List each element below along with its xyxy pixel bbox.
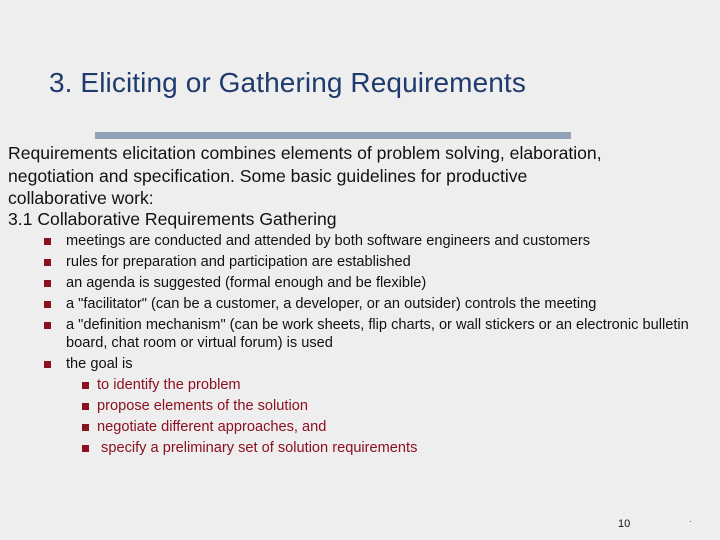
intro-paragraph: [8, 142, 708, 210]
sub-list-item-text: specify a preliminary set of solution requirements: [97, 439, 418, 456]
square-bullet-icon: [44, 238, 51, 245]
intro-line-1: Requirements elicitation combines elements of problem solving, elaboration,: [8, 143, 602, 163]
list-item: [44, 232, 704, 250]
sub-list-item-text: propose elements of the solution: [97, 397, 308, 414]
page-number: 10: [618, 518, 631, 530]
sub-list-item-text: to identify the problem: [97, 376, 241, 393]
list-item-text: the goal is: [66, 356, 133, 373]
square-bullet-icon: [44, 280, 51, 287]
square-bullet-icon: [44, 301, 51, 308]
slide-title: 3. Eliciting or Gathering Requirements: [49, 67, 526, 98]
sub-list-item: [66, 439, 704, 457]
list-item-text: a "definition mechanism" (can be work sheets, flip charts, or wall stickers or an electronic bulletin board, chat room or virtual forum) is used: [66, 317, 689, 352]
title-underline: [95, 132, 571, 139]
square-bullet-icon: [82, 424, 89, 431]
square-bullet-icon: [44, 259, 51, 266]
square-bullet-icon: [82, 403, 89, 410]
square-bullet-icon: [44, 361, 51, 368]
goal-sublist: [66, 376, 704, 457]
list-item: [44, 253, 704, 271]
list-item-text: an agenda is suggested (formal enough and be flexible): [66, 275, 427, 291]
section-heading: 3.1 Collaborative Requirements Gathering: [8, 209, 337, 229]
sub-list-item: [66, 397, 704, 415]
list-item-text: meetings are conducted and attended by both software engineers and customers: [66, 233, 591, 249]
list-item-text: a "facilitator" (can be a customer, a developer, or an outsider) controls the meeting: [66, 296, 597, 312]
list-item: [44, 316, 704, 353]
list-item-text: rules for preparation and participation are established: [66, 254, 411, 270]
sub-list-item: [66, 376, 704, 394]
list-item: [44, 355, 704, 457]
square-bullet-icon: [82, 382, 89, 389]
guideline-list: [44, 232, 704, 460]
corner-mark: ·: [689, 516, 692, 526]
sub-list-item-text: negotiate different approaches, and: [97, 418, 327, 435]
sub-list-item: [66, 418, 704, 436]
square-bullet-icon: [82, 445, 89, 452]
intro-line-3: collaborative work:: [8, 188, 154, 208]
list-item: [44, 295, 704, 313]
square-bullet-icon: [44, 322, 51, 329]
intro-line-2: negotiation and specification. Some basic guidelines for productive: [8, 165, 528, 186]
list-item: [44, 274, 704, 292]
